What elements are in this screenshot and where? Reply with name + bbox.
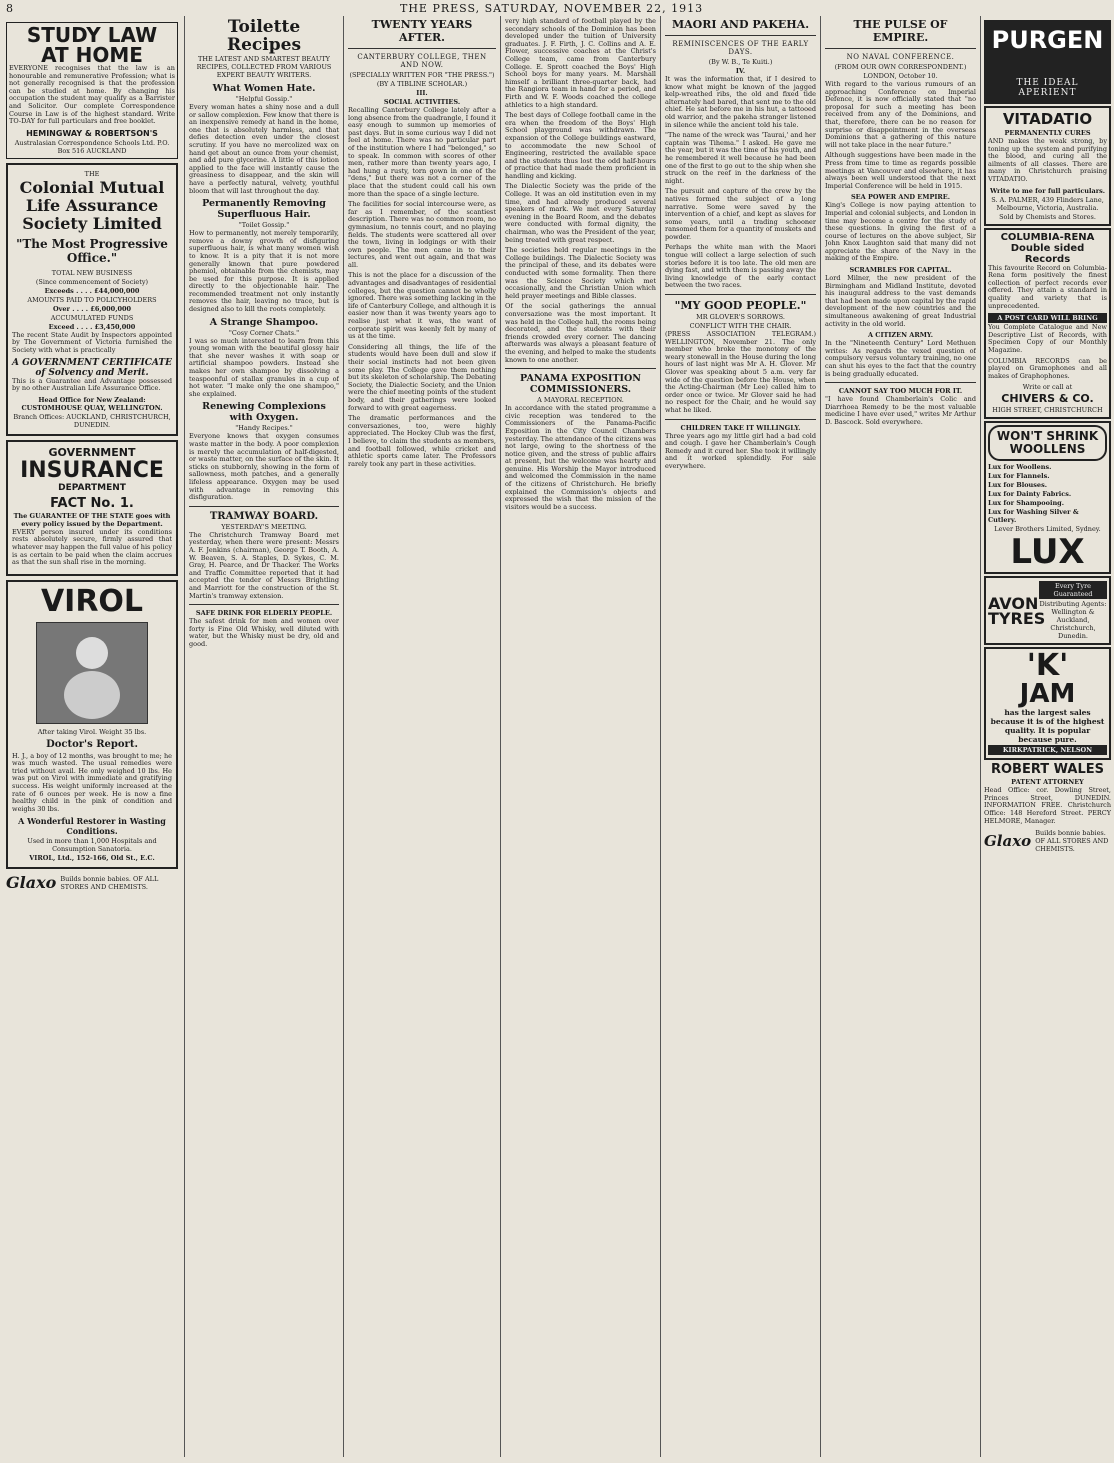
- whisky-heading: SAFE DRINK FOR ELDERLY PEOPLE.: [195, 609, 333, 618]
- divider: [665, 35, 816, 36]
- avon-every: Every Tyre Guaranteed: [1039, 581, 1107, 599]
- chivers-name: CHIVERS & CO.: [1001, 392, 1094, 406]
- cm-name: Colonial Mutual Life Assurance Society Limited: [19, 177, 165, 233]
- article-paragraph: Perhaps the white man with the Maori tongue will collect a large selection of such stories before it is too late. The old men are dying fast, and with them is passing away the living knowledge of the early contact between the two races.: [665, 243, 816, 290]
- cm-exceeds: Exceeds . . . . £44,000,000: [44, 286, 140, 295]
- lux-list-item: Lux for Shampooing.: [988, 499, 1064, 508]
- glaxo-text: Builds bonnie babies. OF ALL STORES AND CHEMISTS.: [1035, 829, 1109, 854]
- tramway-text: The Christchurch Tramway Board met yesterday, when there were present: Messrs A. F. Jenkins (chairman), George T. Booth, A. W. Beaven, S. A. Staples, D. Sykes, C. M. Gray, H. Pearce, and Dr Thacker. The Works and Traffic Committee reported that it had accepted the tender of Messrs Brightling and Marriott for the construction of the St. Martin's tramway extension.: [189, 530, 339, 600]
- divider: [189, 604, 339, 605]
- lux-wont: WON'T SHRINK WOOLLENS: [988, 425, 1107, 461]
- study-law-title-2: AT HOME: [41, 43, 143, 67]
- column-maori: [665, 18, 816, 1457]
- column-continued: [505, 18, 656, 1457]
- wales-sub: PATENT ATTORNEY: [1011, 778, 1084, 787]
- lux-list-item: Lux for Washing Silver & Cutlery.: [988, 508, 1079, 525]
- article-paragraph: The best days of College football came in the era when the freedom of the Boys' High School playground was withdrawn. The expansion of the College buildings eastward, to accommodate the new School of Engineering, restricted the available space and the students thus lost the odd half-hours of practice that had made them proficient in handling and kicking.: [505, 111, 656, 180]
- chivers-address: HIGH STREET, CHRISTCHURCH: [992, 406, 1103, 415]
- shampoo-by: "Cosy Corner Chats.": [228, 328, 300, 337]
- lux-list-item: Lux for Dainty Fabrics.: [988, 490, 1072, 499]
- article-byline: (BY A TIBLINE SCHOLAR.): [376, 80, 468, 88]
- purgen-ad: [984, 20, 1111, 104]
- palmer-sold: Sold by Chemists and Stores.: [999, 212, 1096, 221]
- lux-list-item: Lux for Flannels.: [988, 472, 1050, 481]
- cm-quote: "The Most Progressive Office.": [16, 236, 168, 265]
- panama-text: In accordance with the stated programme a civic reception was tendered to the Commissioners of the Panama-Pacific Exposition in the City Council Chambers yesterday. The attendance of the citizens was not large, owing to the shortness of the notice given, and the stress of public affairs at present, but the welcome was hearty and genuine. His Worship the Mayor introduced and welcomed the Commission in the name of the citizens of Christchurch. He briefly explained the Commission's objects and expressed the wish that the mission of the visitors would be a success.: [505, 404, 656, 511]
- tramway-heading: TRAMWAY BOARD.: [209, 510, 319, 522]
- divider: [825, 382, 976, 383]
- cm-over: Over . . . . £6,000,000: [52, 304, 132, 313]
- cm-branch: Branch Offices: AUCKLAND, CHRISTCHURCH, DUNEDIN.: [13, 412, 171, 429]
- divider: [665, 294, 816, 295]
- column-ads-right: [984, 18, 1111, 1457]
- good-people-sub2: CONFLICT WITH THE CHAIR.: [689, 322, 792, 331]
- army-heading: A CITIZEN ARMY.: [867, 331, 933, 340]
- colonial-mutual-ad: [6, 163, 178, 436]
- virol-report: Doctor's Report.: [46, 738, 138, 750]
- cr-post: A POST CARD WILL BRING: [988, 313, 1107, 323]
- article-special: (SPECIALLY WRITTEN FOR "THE PRESS."): [349, 71, 495, 79]
- divider: [665, 419, 816, 420]
- column-rule: [980, 16, 981, 1457]
- kirkpatrick: KIRKPATRICK, NELSON: [988, 745, 1107, 755]
- shampoo-heading: A Strange Shampoo.: [209, 316, 319, 328]
- cm-accum: ACCUMULATED FUNDS: [50, 313, 134, 322]
- good-people-sub: MR GLOVER'S SORROWS.: [696, 313, 785, 322]
- cm-office: Head Office for New Zealand: CUSTOMHOUSE QUAY, WELLINGTON.: [21, 395, 163, 412]
- cm-exceed2: Exceed . . . . £3,450,000: [48, 322, 136, 331]
- whisky-text: The safest drink for men and women over forty is Fine Old Whisky, well diluted with water, but the Whisky must be dry, old and good.: [189, 617, 339, 648]
- avon-ad: [984, 576, 1111, 645]
- cm-text2: This is a Guarantee and Advantage possessed by no other Australian Life Assurance Office.: [12, 376, 172, 393]
- gi-dept: DEPARTMENT: [58, 482, 126, 493]
- hair-by: "Toilet Gossip.": [238, 221, 290, 230]
- renew-text: Everyone knows that oxygen consumes waste matter in the body. A poor complexion is merely the accumulation of half-digested, or waste matter, on the surface of the skin. It sticks on stubbornly, showing in the form of sallowness, moth patches, and a generally lifeless appearance. Oxygen may be used with advantage in removing this disfiguration.: [189, 432, 339, 502]
- cr-title: COLUMBIA-RENA: [1000, 231, 1095, 243]
- cm-the: THE: [84, 169, 100, 178]
- cr-write: Write or call at: [1022, 383, 1073, 392]
- article-paragraph: With regard to the various rumours of an approaching Conference on Imperial Defence, it is now officially stated that "no proposal for such a meeting has been received from any of the Dominions, and that, therefore, there can be no reason for surprise or disappointment in the overseas Dominions that a gathering of this nature will not take place in the near future.": [825, 80, 976, 149]
- virol-used: Used in more than 1,000 Hospitals and Consumption Sanatoria.: [27, 837, 157, 854]
- virol-text: H. J., a boy of 12 months, was brought to me; he was much wasted. The usual remedies were tried without avail. He only weighed 10 lbs. He was put on Virol with immediate and gratifying success. His weight uniformly increased at the rate of 6 ounces per week. He is now a fine healthy child in the pink of condition and weighs 30 lbs.: [12, 751, 172, 813]
- article-paragraph: The societies held regular meetings in the College buildings. The Dialectic Society was the principal of these, and its debates were conducted with some formality. Then there was the Science Society which met occasionally, and the Christian Union which held prayer meetings and Bible classes.: [505, 246, 656, 300]
- column-rule: [343, 16, 344, 1457]
- panama-heading: PANAMA EXPOSITION COMMISSIONERS.: [520, 373, 641, 396]
- good-people-text: (PRESS ASSOCIATION TELEGRAM.) WELLINGTON, November 21. The only member who broke the monotony of the weary stonewall in the House during the long hours of last night was Mr A. H. Glover. Mr Glover was speaking about 5 a.m. very far wide of the question before the House, when the Acting-Chairman (Mr Lee) called him to order once or twice. Mr Glover said he had no respect for the Chair, and he would say what he liked.: [665, 330, 816, 414]
- cr-text3: COLUMBIA RECORDS can be played on Gramophones and all makes of Graphophones.: [988, 356, 1107, 380]
- empire-heading: THE PULSE OF EMPIRE.: [853, 18, 948, 44]
- divider: [825, 48, 976, 49]
- gi-ins: INSURANCE: [20, 457, 164, 483]
- article-part: III.: [416, 89, 428, 97]
- study-law-title: STUDY LAW: [26, 23, 158, 47]
- article-title: TWENTY YEARS AFTER.: [371, 18, 473, 44]
- tramway-sub: YESTERDAY'S MEETING.: [221, 522, 307, 531]
- article-paragraph: Considering all things, the life of the students would have been dull and slow if their social instincts had not been given some play. The College gave them nothing but its skeleton of scholarship. The Debating Society, the Dialectic Society, and the Union were the chief meeting points of the student body, and their gatherings were looked forward to with great eagerness.: [348, 342, 496, 412]
- column-rule: [660, 16, 661, 1457]
- column-toilette: [189, 18, 339, 1457]
- lux-list-item: Lux for Blouses.: [988, 481, 1047, 490]
- cm-since: (Since commencement of Society): [35, 277, 149, 286]
- good-people-heading: "MY GOOD PEOPLE.": [674, 299, 807, 313]
- article-paragraph: "The name of the wreck was 'Taurai,' and her captain was Tihema." I asked. He gave me the year, but it was the time of his youth, and he remembered it well because he had been one of the first to go out to the ship when she struck on the reef in the darkness of the night.: [665, 131, 816, 185]
- toilette-sub: THE LATEST AND SMARTEST BEAUTY RECIPES, COLLECTED FROM VARIOUS EXPERT BEAUTY WRITERS.: [196, 55, 332, 79]
- column-empire: [825, 18, 976, 1457]
- avon-dist: Distributing Agents: Wellington & Auckland, Christchurch, Dunedin.: [1039, 600, 1107, 641]
- wales-name: ROBERT WALES: [990, 762, 1104, 778]
- gi-gov: GOVERNMENT: [48, 445, 136, 459]
- hair-heading: Permanently Removing Superfluous Hair.: [202, 198, 326, 221]
- article-paragraph: Lord Milner, the new president of the Birmingham and Midland Institute, devoted his inaugural address to the vast demands that had been made upon capital by the rapid development of the new countries and the simultaneous awakening of great Industrial activity in the old world.: [825, 274, 976, 328]
- lux-by: Lever Brothers Limited, Sydney.: [994, 525, 1101, 534]
- article-paragraph: Although suggestions have been made in the Press from time to time as regards possible meetings at Vancouver and elsewhere, it has always been well understood that the next Imperial Conference will be held in 1915.: [825, 151, 976, 190]
- study-law-ad: [6, 22, 178, 159]
- vitadatio-text: AND makes the weak strong, by toning up the system and purifying the blood, and curing all the ailments of all classes. There are many in Christchurch praising VITADATIO.: [988, 137, 1107, 183]
- study-law-text: EVERYONE recognises that the law is an honourable and remunerative Profession; what is not generally recognised is that the profession can be studied at home. By changing his occupation the student may qualify as a Barrister and Solicitor. Our complete Correspondence Course in Law is of the highest standard. Write TO-DAY for full particulars and free booklet.: [9, 64, 175, 126]
- k-logo: 'K': [1026, 648, 1069, 684]
- article-paragraph: In the "Nineteenth Century" Lord Methuen writes: As regards the vexed question of compulsory versus voluntary training, no one can shut his eyes to the fact that the country is being gradually educated.: [825, 339, 976, 378]
- purgen-title: PURGEN: [991, 26, 1104, 54]
- article-paragraph: The Dialectic Society was the pride of the College. It was an old institution even in my time, and had already produced several speakers of mark. We met every Saturday evening in the Board Room, and the debates were conducted with formal dignity, the chairman, who was the President of the year, being treated with great respect.: [505, 182, 656, 244]
- article-paragraph: very high standard of football played by the secondary schools of the Dominion has been developed under the tuition of University graduates. J. F. Firth, J. C. Collins and A. E. Flower, successive coaches at the Christ's College team, came from Canterbury College. E. Sprott coached the Boys' High School boys for many years. M. Marshall himself a brilliant three-quarter back, had the Rangiora team in hand for a period, and Firth and W. F. Woods coached the college athletics to a high standard.: [505, 18, 656, 109]
- maori-byline: (By W. B., Te Kuiti.): [708, 58, 773, 66]
- cm-cert: A GOVERNMENT CERTIFICATE of Solvency and Merit.: [12, 357, 172, 378]
- women-heading: What Women Hate.: [212, 83, 316, 94]
- column-rule: [820, 16, 821, 1457]
- toilette-heading: Toilette Recipes: [226, 18, 302, 55]
- divider: [348, 48, 496, 49]
- lux-ad: [984, 421, 1111, 574]
- glaxo-logo: Glaxo: [984, 832, 1032, 851]
- glaxo-ad: [984, 828, 1111, 854]
- sea-heading: SEA POWER AND EMPIRE.: [850, 193, 950, 202]
- article-paragraph: The facilities for social intercourse were, as far as I remember, of the scantiest description. There was no common room, no gymnasium, no tennis court, and no playing fields. The students were scattered all over the town, living in lodgings or with their own people. The men came in to their lectures, and went out again, and that was all.: [348, 200, 496, 269]
- renew-by: "Handy Recipes.": [235, 424, 293, 433]
- column-ads-left: [4, 18, 180, 1457]
- cm-total: TOTAL NEW BUSINESS: [51, 268, 133, 277]
- children-text: Three years ago my little girl had a bad cold and cough. I gave her Chamberlain's Cough Remedy and it cured her. She took it willingly and it worked splendidly. For sale everywhere.: [665, 431, 816, 470]
- virol-ltd: VIROL, Ltd., 152-166, Old St., E.C.: [29, 854, 155, 863]
- gi-text: EVERY person insured under its conditions rests absolutely secure, firmly assured that whatever may happen the full value of his policy is as certain to be paid when the claim accrues as that the sun shall rise in the morning.: [12, 527, 172, 567]
- glaxo-logo: Glaxo: [6, 873, 57, 893]
- vitadatio-sub: PERMANENTLY CURES: [1004, 129, 1091, 137]
- maori-part: IV.: [735, 67, 746, 75]
- empire-from: (FROM OUR OWN CORRESPONDENT.): [834, 63, 967, 71]
- wales-text: Head Office: cor. Dowling Street, Princes Street, DUNEDIN. INFORMATION FREE. Christchurch Office: 148 Hereford Street. PERCY HELMORE, Manager.: [984, 786, 1111, 825]
- article-paragraph: The pursuit and capture of the crew by the natives formed the subject of a long narrative. Some were saved by the intervention of a chief, and kept as slaves for some years, until a trading schooner ransomed them for a quantity of muskets and powder.: [665, 187, 816, 241]
- cough-heading: CANNOT SAY TOO MUCH FOR IT.: [838, 387, 963, 396]
- hemingway-sub: Australasian Correspondence Schools Ltd. P.O. Box 516 AUCKLAND: [14, 138, 170, 155]
- article-paragraph: Of the social gatherings the annual conversazione was the most important. It was held in the College hall, the rooms being decorated, and the students with their friends crowded every corner. The dancing afterwards was always a pleasant feature of the evening, and helped to make the students known to one another.: [505, 302, 656, 364]
- women-by: "Helpful Gossip.": [235, 95, 293, 103]
- renew-heading: Renewing Complexions with Oxygen.: [202, 401, 326, 424]
- masthead-title: THE PRESS, SATURDAY, NOVEMBER 22, 1913: [400, 2, 704, 15]
- columbia-ad: [984, 228, 1111, 420]
- gi-guarantee: The GUARANTEE OF THE STATE goes with every policy issued by the Department.: [13, 511, 171, 528]
- cough-text: "I have found Chamberlain's Colic and Diarrhoea Remedy to be the most valuable medicine I have ever used," writes Mr Arthur D. Bascock. Sold everywhere.: [825, 395, 976, 426]
- article-paragraph: Recalling Canterbury College lately after a long absence from the quadrangle, I found it easy enough to summon up memories of past days. But in some curious way I did not feel at home. There was no particular part of the institution where I had "belonged," so to speak. In common with scores of other men, rather more than twenty years ago, I had hung a rusty, torn gown in one of the "dens," but there was not a corner of the place that the student could call his own more than the space of a single lecture.: [348, 106, 496, 198]
- empire-sub: NO NAVAL CONFERENCE.: [846, 53, 955, 61]
- children-heading: CHILDREN TAKE IT WILLINGLY.: [680, 423, 801, 432]
- empire-dateline: LONDON, October 10.: [863, 72, 938, 80]
- scramble-heading: SCRAMBLES FOR CAPITAL.: [849, 266, 952, 275]
- cm-text: The recent State Audit by Inspectors appointed by The Government of Victoria furnished the Society with what is practically: [12, 330, 172, 354]
- cr-text: This favourite Record on Columbia-Rena form positively the finest collection of perfect records ever offered. They attain a standard in quality and variety that is unprecedented.: [988, 263, 1107, 310]
- article-paragraph: This is not the place for a discussion of the advantages and disadvantages of residential colleges, but the question cannot be wholly ignored. There was something lacking in the life of Canterbury College, and although it is easier now than it was twenty years ago to realise just what it was, the want of corporate spirit was keenly felt by many of us at the time.: [348, 271, 496, 341]
- virol-title: VIROL: [40, 583, 144, 619]
- article-paragraph: The dramatic performances and the conversaziones, too, were highly appreciated. The Hockey Club was the first, I believe, to claim the students as members, and football followed, while cricket and athletic sports came later. The Professors rarely took any part in these activities.: [348, 414, 496, 468]
- hemingway-name: HEMINGWAY & ROBERTSON'S: [26, 128, 158, 138]
- article-sub: CANTERBURY COLLEGE, THEN AND NOW.: [357, 53, 487, 69]
- glaxo-ad: [6, 873, 178, 892]
- divider: [189, 506, 339, 507]
- cm-amounts: AMOUNTS PAID TO POLICYHOLDERS: [27, 295, 157, 304]
- column-rule: [500, 16, 501, 1457]
- vitadatio-ad: [984, 106, 1111, 226]
- lux-list: [988, 463, 1107, 524]
- women-text: Every woman hates a shiny nose and a dull or sallow complexion. Few know that there is an inexpensive remedy at hand in the home, one that is absolutely harmless, and that defies detection even under the closest scrutiny. If you have no mercolized wax on hand get about an ounce from your chemist, and add pure glycerine. A little of this lotion applied to the face will instantly cause the greasiness to disappear, and the skin will have a perfectly natural, velvety, youthful bloom that will last throughout the day.: [189, 103, 339, 195]
- jam-text: has the largest sales because it is of the highest quality. It is popular because pure.: [990, 708, 1105, 745]
- column-rule: [184, 16, 185, 1457]
- palmer-address: S. A. PALMER, 439 Flinders Lane, Melbourne, Victoria, Australia.: [991, 195, 1104, 212]
- shampoo-text: I was so much interested to learn from this young woman with the beautiful glossy hair that she never washes it with soap or artificial shampoo powders. Instead she makes her own shampoo by dissolving a teaspoonful of stallax granules in a cup of hot water. "I make only the one shampoo," she explained.: [189, 336, 339, 398]
- glaxo-text: Builds bonnie babies. OF ALL STORES AND CHEMISTS.: [60, 874, 159, 891]
- cr-title-2: Double sided Records: [1010, 242, 1085, 265]
- column-twenty-years: [348, 18, 496, 1457]
- lux-logo: LUX: [1010, 532, 1085, 573]
- avon-row: [988, 580, 1107, 641]
- jam-logo: JAM: [1019, 679, 1076, 710]
- government-insurance-ad: [6, 440, 178, 576]
- cr-text2: You Complete Catalogue and New Descriptive List of Records, with Specimen Copy of our Monthly Magazine.: [988, 323, 1107, 354]
- article-section: SOCIAL ACTIVITIES.: [383, 98, 461, 106]
- gi-fact: FACT No. 1.: [50, 495, 134, 511]
- baby-illustration: [36, 622, 148, 724]
- divider: [505, 368, 656, 369]
- purgen-sub: THE IDEAL APERIENT: [1016, 78, 1079, 98]
- vitadatio-title: VITADATIO: [1002, 110, 1093, 128]
- article-paragraph: It was the information that, if I desired to know what might be known of the jagged kelp-wreathed ribs, the old and fixed tide alternately had bared, that sent me to the old chief. He sat before me in his hut, a tattooed old warrior, and the pakeha stranger listened in silence while the ancient told his tale.: [665, 75, 816, 129]
- k-jam-ad: [984, 647, 1111, 760]
- hair-text: How to permanently, not merely temporarily, remove a downy growth of disfiguring superfluous hair, is what many women wish to know. It is a pity that it is not more generally known that pure powdered phemiol, obtainable from the chemists, may be used for this purpose. It is applied directly to the objectionable hair. The recommended treatment not only instantly removes the hair, leaving no trace, but is designed also to kill the roots completely.: [189, 229, 339, 314]
- virol-restorer: A Wonderful Restorer in Wasting Conditions.: [18, 816, 166, 837]
- article-paragraph: King's College is now paying attention to Imperial and colonial subjects, and London in time may become a centre for the study of these questions. In giving the first of a course of lectures on the above subject, Sir John Knox Laughton said that many did not appreciate the share of the Navy in the making of the Empire.: [825, 201, 976, 263]
- robert-wales-ad: [984, 762, 1111, 825]
- lux-list-item: Lux for Woollens.: [988, 463, 1052, 472]
- maori-heading: MAORI AND PAKEHA.: [671, 18, 810, 31]
- avon-title: AVON TYRES: [988, 593, 1046, 628]
- virol-ad: [6, 580, 178, 870]
- vitadatio-write: Write to me for full particulars.: [989, 186, 1106, 195]
- panama-sub: A MAYORAL RECEPTION.: [537, 396, 624, 405]
- masthead: [0, 0, 1114, 16]
- page-number: 8: [6, 2, 14, 15]
- avon-details: [1039, 580, 1107, 641]
- virol-caption: After taking Virol. Weight 35 lbs.: [37, 727, 147, 736]
- maori-sub: REMINISCENCES OF THE EARLY DAYS.: [672, 40, 809, 56]
